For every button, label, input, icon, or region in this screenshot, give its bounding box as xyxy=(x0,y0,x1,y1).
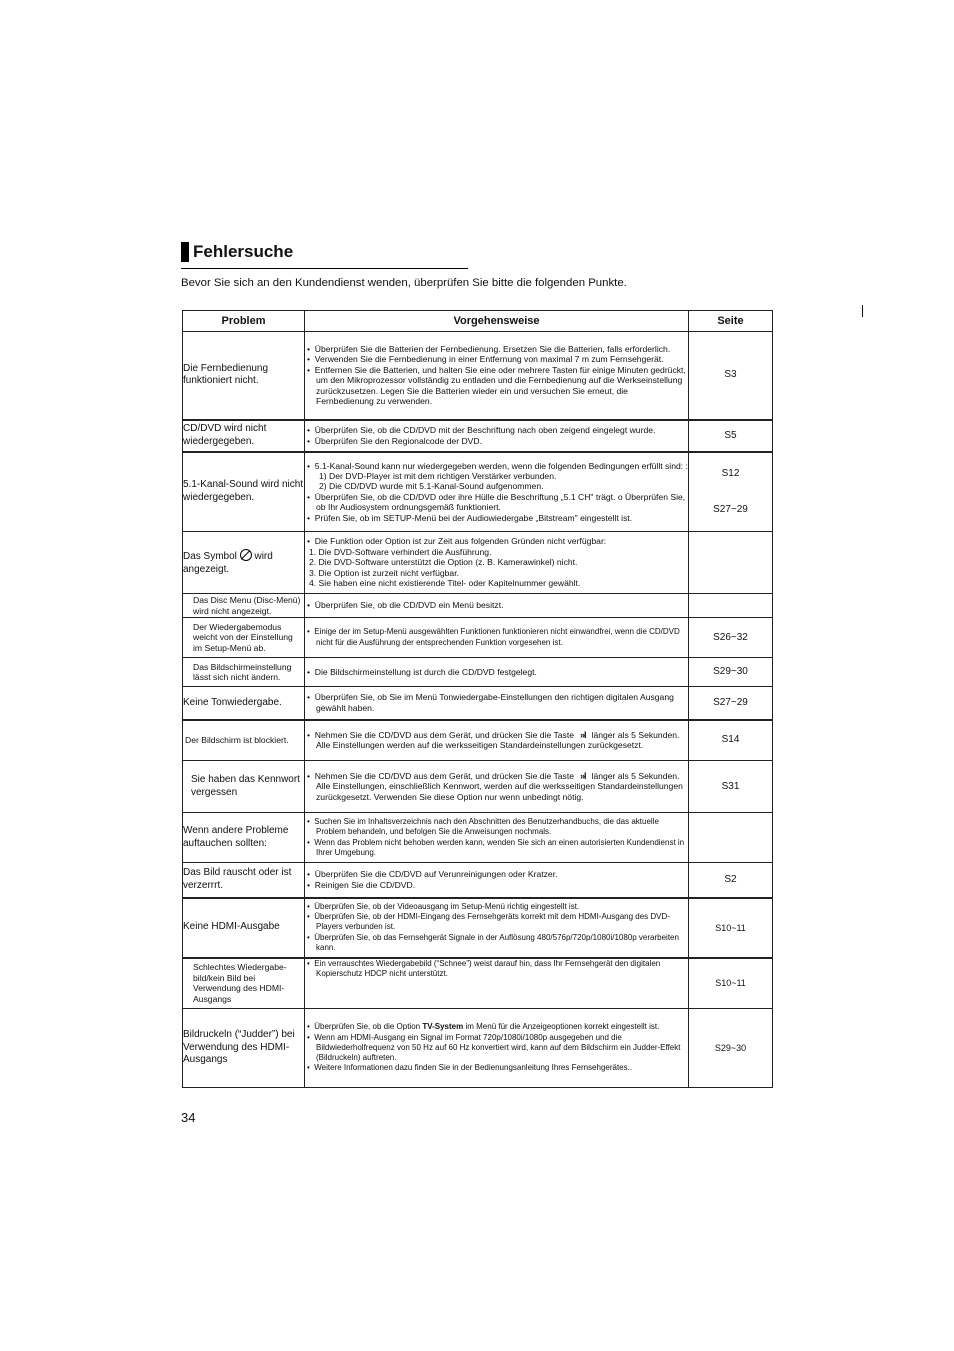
action-line: 3. Die Option ist zurzeit nicht verfügbar. xyxy=(309,567,459,578)
action-line: Ein verrauschtes Wiedergabebild (“Schnee”) weist darauf hin, dass Ihr Fernsehgerät den digitalen Kopierschutz HDCP nicht unterstützt. xyxy=(314,958,661,978)
action-cell: • Überprüfen Sie die Batterien der Fernbedienung. Ersetzen Sie die Batterien, falls erforderlich. • Verwenden Sie die Fernbedienung in einer Entfernung von maximal 7 m zum Fernsehgerät. • Entfernen Sie die Batterien, und halten Sie eine oder mehrere Tasten für einige Minuten gedrückt, um den Mikroprozessor vollständig zu entladen und die Fernbedienung auf die Werkseinstellung zurückzusetzen. Legen Sie die Batterien wieder ein und versuchen Sie erneut, die Fernbedienung zu verwenden. xyxy=(305,332,689,420)
action-line: Überprüfen Sie, ob der HDMI-Eingang des Fernsehgeräts korrekt mit dem HDMI-Ausgang des DVD-Players verbunden ist. xyxy=(314,912,670,932)
table-row xyxy=(183,594,773,618)
problem-cell: Wenn andere Probleme auftauchen sollten: xyxy=(183,813,305,863)
action-line: Überprüfen Sie, ob der Videoausgang im Setup-Menü richtig eingestellt ist. xyxy=(314,901,580,911)
action-line: länger als 5 Sekunden. Alle Einstellungen werden auf die werksseitigen Standardeinstellungen zurückgesetzt. xyxy=(316,729,680,751)
page-cell: S29~30 xyxy=(689,658,773,687)
action-line: Wenn das Problem nicht behoben werden kann, wenden Sie sich an einen autorisierten Kundendienst in Ihrer Umgebung. xyxy=(314,837,685,857)
page-cell xyxy=(689,452,773,532)
header-problem: Problem xyxy=(183,311,305,332)
action-line: Überprüfen Sie die CD/DVD auf Verunreinigungen oder Kratzer. xyxy=(314,869,558,880)
page-cell: S10~11 xyxy=(689,958,773,1009)
title-wrap xyxy=(181,241,468,269)
action-line: 5.1-Kanal-Sound kann nur wiedergegeben werden, wenn die folgenden Bedingungen erfüllt sind: : xyxy=(314,460,688,471)
action-line: Suchen Sie im Inhaltsverzeichnis nach den Abschnitten des Benutzerhandbuchs, die das aktuelle Problem behandeln, und befolgen Sie die Anweisungen nochmals. xyxy=(314,817,659,837)
action-line: Reinigen Sie die CD/DVD. xyxy=(314,879,416,890)
action-line: Nehmen Sie die CD/DVD aus dem Gerät, und drücken Sie die Taste xyxy=(314,770,575,781)
problem-cell: Bildruckeln (“Judder”) bei Verwendung des HDMI-Ausgangs xyxy=(183,1009,305,1088)
table-row xyxy=(183,898,773,958)
action-cell: • Überprüfen Sie die CD/DVD auf Verunreinigungen oder Kratzer. • Reinigen Sie die CD/DVD. xyxy=(305,863,689,898)
action-cell: • Überprüfen Sie, ob die CD/DVD mit der Beschriftung nach oben zeigend eingelegt wurde. • Überprüfen Sie den Regionalcode der DVD. xyxy=(305,420,689,452)
action-line: Entfernen Sie die Batterien, und halten Sie eine oder mehrere Tasten für einige Minuten gedrückt, um den Mikroprozessor vollständig zu entladen und die Fernbedienung auf die Werkseinstellung zurückzusetzen. Legen Sie die Batterien wieder ein und versuchen Sie erneut, die Fernbedienung zu verwenden. xyxy=(314,364,686,407)
table-row xyxy=(183,1009,773,1088)
table-row xyxy=(183,420,773,452)
action-cell: • Nehmen Sie die CD/DVD aus dem Gerät, und drücken Sie die Taste »I länger als 5 Sekunden. Alle Einstellungen werden auf die werksseitigen Standardeinstellungen zurückgesetzt. xyxy=(305,720,689,761)
action-cell: • Suchen Sie im Inhaltsverzeichnis nach den Abschnitten des Benutzerhandbuchs, die das aktuelle Problem behandeln, und befolgen Sie die Anweisungen nochmals. • Wenn das Problem nicht behoben werden kann, wenden Sie sich an einen autorisierten Kundendienst in Ihrer Umgebung. xyxy=(305,813,689,863)
table-row xyxy=(183,720,773,761)
problem-cell xyxy=(183,532,305,594)
page-cell: S26~32 xyxy=(689,618,773,658)
action-cell: • Überprüfen Sie, ob Sie im Menü Tonwiedergabe-Einstellungen den richtigen digitalen Ausgang gewählt haben. xyxy=(305,687,689,720)
action-cell: • Die Bildschirmeinstellung ist durch die CD/DVD festgelegt. xyxy=(305,658,689,687)
problem-text: Das Symbol xyxy=(183,551,237,562)
header-action: Vorgehensweise xyxy=(305,311,689,332)
action-cell: • 5.1-Kanal-Sound kann nur wiedergegeben werden, wenn die folgenden Bedingungen erfüllt sind: : 1) Der DVD-Player ist mit dem richtigen Verstärker verbunden. 2) Die CD/DVD wurde mit 5.1-Kanal-Sound aufgenommen. • Überprüfen Sie, ob die CD/DVD oder ihre Hülle die Beschriftung „5.1 CH" trägt. o Überprüfen Sie, ob Ihr Audiosystem ordnungsgemäß funktioniert. • Prüfen Sie, ob im SETUP-Menü bei der Audiowiedergabe „Bitstream" eingestellt ist. xyxy=(305,452,689,532)
problem-cell: Sie haben das Kennwort vergessen xyxy=(183,761,305,813)
page-cell: S31 xyxy=(689,761,773,813)
page-cell: S29~30 xyxy=(689,1009,773,1088)
page-cell xyxy=(689,813,773,863)
action-line: Überprüfen Sie, ob die CD/DVD mit der Beschriftung nach oben zeigend eingelegt wurde. xyxy=(314,425,656,436)
action-cell: • Die Funktion oder Option ist zur Zeit aus folgenden Gründen nicht verfügbar: 1. Die DVD-Software verhindert die Ausführung. 2. Die DVD-Software unterstützt die Option (z. B. Kamerawinkel) nicht. 3. Die Option ist zurzeit nicht verfügbar. 4. Sie haben eine nicht existierende Titel- oder Kapitelnummer gewählt. xyxy=(305,532,689,594)
action-cell: • Überprüfen Sie, ob die CD/DVD ein Menü besitzt. xyxy=(305,594,689,618)
skip-button-icon: »I xyxy=(580,770,586,781)
prohibited-symbol-icon xyxy=(240,549,252,561)
action-line: Überprüfen Sie den Regionalcode der DVD. xyxy=(314,435,482,446)
action-line: Verwenden Sie die Fernbedienung in einer Entfernung von maximal 7 m zum Fernsehgerät. xyxy=(314,354,664,365)
action-line: länger als 5 Sekunden. Alle Einstellungen, einschließlich Kennwort, werden auf die werksseitigen Standardeinstellungen zurückgesetzt. Verwenden Sie diese Option nur wenn unbedingt nötig. xyxy=(316,770,683,802)
action-line: Überprüfen Sie, ob Sie im Menü Tonwiedergabe-Einstellungen den richtigen digitalen Ausgang gewählt haben. xyxy=(314,692,674,713)
action-cell: • Nehmen Sie die CD/DVD aus dem Gerät, und drücken Sie die Taste »I länger als 5 Sekunden. Alle Einstellungen, einschließlich Kennwort, werden auf die werksseitigen Standardeinstellungen zurückgesetzt. Verwenden Sie diese Option nur wenn unbedingt nötig. xyxy=(305,761,689,813)
action-cell: • Überprüfen Sie, ob die Option TV-System im Menü für die Anzeigeoptionen korrekt eingestellt ist. • Wenn am HDMI-Ausgang ein Signal im Format 720p/1080i/1080p ausgegeben und die Bildwiederholfrequenz von 50 Hz auf 60 Hz konvertiert wird, kann auf dem Bildschirm ein Judder-Effekt (Bildruckeln) auftreten. • Weitere Informationen dazu finden Sie in der Bedienungsanleitung Ihres Fernsehgerätes.. xyxy=(305,1009,689,1088)
problem-cell: Keine Tonwiedergabe. xyxy=(183,687,305,720)
action-line: Überprüfen Sie die Batterien der Fernbedienung. Ersetzen Sie die Batterien, falls erforderlich. xyxy=(314,344,671,355)
action-line: 2) Die CD/DVD wurde mit 5.1-Kanal-Sound aufgenommen. xyxy=(319,481,544,492)
action-line: 4. Sie haben eine nicht existierende Titel- oder Kapitelnummer gewählt. xyxy=(309,578,581,589)
header-row xyxy=(183,311,773,332)
action-line: Überprüfen Sie, ob die CD/DVD ein Menü besitzt. xyxy=(314,600,504,611)
action-cell: • Ein verrauschtes Wiedergabebild (“Schnee”) weist darauf hin, dass Ihr Fernsehgerät den digitalen Kopierschutz HDCP nicht unterstützt. xyxy=(305,958,689,1009)
table-row xyxy=(183,618,773,658)
page-cell: S10~11 xyxy=(689,898,773,958)
table-row xyxy=(183,863,773,898)
page-ref: S12 xyxy=(721,467,740,479)
page-cell xyxy=(689,594,773,618)
action-line: Die Funktion oder Option ist zur Zeit aus folgenden Gründen nicht verfügbar: xyxy=(314,536,607,547)
action-line: Überprüfen Sie, ob das Fernsehgerät Signale in der Auflösung 480/576p/720p/1080i/1080p verarbeiten kann. xyxy=(314,932,679,952)
action-line: Weitere Informationen dazu finden Sie in der Bedienungsanleitung Ihres Fernsehgerätes.. xyxy=(314,1063,633,1073)
title-bar xyxy=(181,242,189,262)
table-row xyxy=(183,761,773,813)
page-title: Fehlersuche xyxy=(193,242,294,261)
problem-cell: 5.1-Kanal-Sound wird nicht wiedergegeben. xyxy=(183,452,305,532)
page-cell: S3 xyxy=(689,332,773,420)
page-cell xyxy=(689,532,773,594)
margin-mark xyxy=(862,305,863,317)
problem-text: wird angezeigt. xyxy=(183,551,273,575)
table-row xyxy=(183,687,773,720)
action-line: Nehmen Sie die CD/DVD aus dem Gerät, und drücken Sie die Taste xyxy=(314,729,575,740)
action-line: Überprüfen Sie, ob die Option xyxy=(314,1022,421,1032)
problem-cell: Das Disc Menu (Disc-Menü) wird nicht angezeigt. xyxy=(183,594,305,618)
problem-cell: CD/DVD wird nicht wiedergegeben. xyxy=(183,420,305,452)
action-line: Die Bildschirmeinstellung ist durch die CD/DVD festgelegt. xyxy=(314,666,537,677)
action-line: Prüfen Sie, ob im SETUP-Menü bei der Audiowiedergabe „Bitstream" eingestellt ist. xyxy=(314,512,633,523)
problem-cell: Schlechtes Wiedergabe-bild/kein Bild bei Verwendung des HDMI-Ausgangs xyxy=(183,958,305,1009)
problem-cell: Das Bild rauscht oder ist verzerrrt. xyxy=(183,863,305,898)
problem-cell: Das Bildschirmeinstellung lässt sich nicht ändern. xyxy=(183,658,305,687)
option-name: TV-System xyxy=(422,1022,464,1032)
action-line: Wenn am HDMI-Ausgang ein Signal im Format 720p/1080i/1080p ausgegeben und die Bildwiederholfrequenz von 50 Hz auf 60 Hz konvertiert wird, kann auf dem Bildschirm ein Judder-Effekt (Bildruckeln) auftreten. xyxy=(314,1032,681,1063)
problem-cell: Keine HDMI-Ausgabe xyxy=(183,898,305,958)
header-page: Seite xyxy=(689,311,773,332)
action-line: im Menü für die Anzeigeoptionen korrekt eingestellt ist. xyxy=(465,1022,660,1032)
table-row xyxy=(183,813,773,863)
action-line: Überprüfen Sie, ob die CD/DVD oder ihre Hülle die Beschriftung „5.1 CH" trägt. o Überprüfen Sie, ob Ihr Audiosystem ordnungsgemäß funktioniert. xyxy=(314,491,686,513)
skip-button-icon: »I xyxy=(580,729,586,740)
table-row xyxy=(183,532,773,594)
page-cell: S14 xyxy=(689,720,773,761)
table-row xyxy=(183,452,773,532)
action-line: 1) Der DVD-Player ist mit dem richtigen Verstärker verbunden. xyxy=(319,470,557,481)
troubleshooting-table xyxy=(182,310,773,1088)
intro-text: Bevor Sie sich an den Kundendienst wenden, überprüfen Sie bitte die folgenden Punkte. xyxy=(181,277,627,289)
problem-cell: Der Wiedergabemodus weicht von der Einstellung im Setup-Menü ab. xyxy=(183,618,305,658)
page-cell: S27~29 xyxy=(689,687,773,720)
action-cell: • Überprüfen Sie, ob der Videoausgang im Setup-Menü richtig eingestellt ist. • Überprüfen Sie, ob der HDMI-Eingang des Fernsehgeräts korrekt mit dem HDMI-Ausgang des DVD-Players verbunden ist. • Überprüfen Sie, ob das Fernsehgerät Signale in der Auflösung 480/576p/720p/1080i/1080p verarbeiten kann. xyxy=(305,898,689,958)
page-cell: S5 xyxy=(689,420,773,452)
action-line: Einige der im Setup-Menü ausgewählten Funktionen funktionieren nicht einwandfrei, wenn die CD/DVD nicht für die Ausführung der entsprechenden Funktion vorgesehen ist. xyxy=(314,627,680,647)
problem-cell: Der Bildschirm ist blockiert. xyxy=(183,720,305,761)
action-line: 1. Die DVD-Software verhindert die Ausführung. xyxy=(309,546,492,557)
page-ref: S27~29 xyxy=(713,503,748,515)
table-row xyxy=(183,658,773,687)
page-cell: S2 xyxy=(689,863,773,898)
table-row xyxy=(183,332,773,420)
action-cell: • Einige der im Setup-Menü ausgewählten Funktionen funktionieren nicht einwandfrei, wenn die CD/DVD nicht für die Ausführung der entsprechenden Funktion vorgesehen ist. xyxy=(305,618,689,658)
action-line: 2. Die DVD-Software unterstützt die Option (z. B. Kamerawinkel) nicht. xyxy=(309,557,578,568)
table-row xyxy=(183,958,773,1009)
page-number: 34 xyxy=(181,1110,196,1125)
problem-cell: Die Fernbedienung funktioniert nicht. xyxy=(183,332,305,420)
